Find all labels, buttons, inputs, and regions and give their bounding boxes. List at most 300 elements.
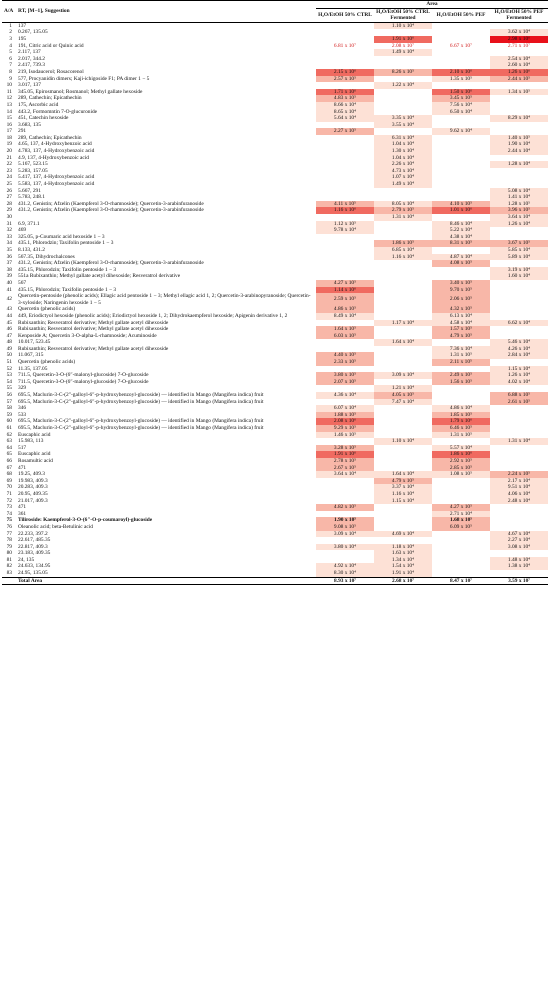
col-header: H₂O/EtOH 50% CTRL [316,8,374,22]
row-value [432,168,490,175]
row-compound [16,214,316,221]
row-compound: 711.5, Quercetin-3-O-(6″-malonyl-glucoside) 7-O-glucoside [18,372,149,379]
row-compound: 6.9, 371.1 [18,220,40,227]
row-value: 6.85 x 10⁴ [374,247,432,254]
row-value: 1.48 x 10⁴ [490,557,548,564]
row-value [490,425,548,432]
row-compound: 219, Isodaucerol; Rosacorenol [18,68,84,75]
row-value [316,478,374,485]
row-value: 6.09 x 10⁵ [432,524,490,531]
row-value [374,313,432,320]
row-value: 1.71 x 10⁶ [316,89,374,96]
row-value: 7.36 x 10⁴ [432,346,490,353]
row-value: 2.06 x 10⁵ [432,293,490,306]
table-row [2,69,548,76]
row-value [374,260,432,267]
row-value [316,267,374,274]
table-row [2,155,548,162]
table-row [2,43,548,50]
row-value: 6.81 x 10⁷ [333,42,357,49]
header-row-area [2,1,548,9]
row-compound: 22.617, 485.35 [18,537,51,544]
table-row [2,49,548,56]
row-value [432,544,490,551]
row-value [432,366,490,373]
row-value: 2.67 x 10⁵ [316,465,374,472]
table-row [2,148,548,155]
row-value [374,511,432,518]
row-index: 64 [6,444,12,451]
row-value [432,491,490,498]
row-compound: 431.2, Genistin; Afzelin (Kaempferol 3-O-rhamnoside); Quercetin-3-arabinfuranoside [18,260,204,267]
row-value [374,445,432,452]
table-row [2,168,548,175]
row-value: 1.60 x 10⁴ [490,273,548,280]
row-compound: 8.133, 431.2 [18,246,45,253]
row-compound: 19.983, 409.3 [18,477,48,484]
total-row [2,577,548,585]
row-index: 59 [6,411,12,418]
table-row [2,352,548,359]
row-value [316,82,374,89]
row-compound: Kenposide A; Quercetin 3-O-alpha-L-rhamnoside; Acuminoside [18,332,157,339]
row-value: 1.15 x 10⁴ [490,366,548,373]
row-index: 50 [6,352,12,359]
row-value [316,346,374,353]
table-row [2,260,548,267]
row-index: 18 [6,134,12,141]
row-value: 6.46 x 10⁵ [432,425,490,432]
table-row [2,445,548,452]
row-value: 4.26 x 10⁴ [490,346,548,353]
row-value [490,95,548,102]
row-index: 1 [9,22,12,29]
row-value: 2.48 x 10⁴ [490,498,548,505]
row-value: 1.54 x 10⁴ [374,563,432,570]
row-value: 2.08 x 10⁷ [391,42,415,49]
table-row [2,333,548,340]
row-value: 3.64 x 10⁴ [490,214,548,221]
row-value [374,366,432,373]
row-index: 12 [6,95,12,102]
row-value: 1.35 x 10⁵ [432,76,490,83]
row-index: 80 [6,550,12,557]
row-value [316,135,374,142]
row-compound: Rubixanthin; Resveratrol derivative; Methyl gallate acetyl dihexoside [18,319,169,326]
row-value: 1.28 x 10⁵ [490,201,548,208]
row-compound: 24, 135 [18,556,35,563]
row-index: 37 [6,260,12,267]
row-value: 2.24 x 10⁵ [490,471,548,478]
row-compound: 137 [18,22,27,29]
row-value [490,445,548,452]
row-value [432,570,490,577]
row-value [316,399,374,406]
row-value [432,148,490,155]
row-compound: 435.15, Phlorodzin; Taxifolin pentoside 1 − 3 [18,266,117,273]
row-index: 74 [6,510,12,517]
row-value [316,122,374,129]
row-index: 52 [6,365,12,372]
row-value: 2.60 x 10⁴ [490,62,548,69]
row-value [432,438,490,445]
row-value: 2.61 x 10⁵ [490,399,548,406]
table-row [2,56,548,63]
table-row [2,451,548,458]
row-value [316,155,374,162]
row-value: 2.59 x 10⁵ [316,293,374,306]
row-value [374,537,432,544]
row-index: 15 [6,115,12,122]
row-compound: 11.067, 315 [18,352,44,359]
row-compound: 431.2, Genistin; Afzelin (Kaempferol 3-O-rhamnoside); Quercetin-3-arabinfuranoside [18,200,204,207]
row-compound: 291 [18,128,27,135]
row-value [316,247,374,254]
row-compound: 329 [18,385,27,392]
row-value: 5.46 x 10⁴ [490,339,548,346]
row-value [432,498,490,505]
table-row [2,194,548,201]
table-row [2,537,548,544]
table-row [2,392,548,399]
row-value [490,313,548,320]
row-value: 1.64 x 10⁴ [374,471,432,478]
row-compound: 517 [18,444,27,451]
row-value: 4.32 x 10⁵ [432,306,490,313]
row-value: 1.63 x 10⁴ [374,550,432,557]
table-row [2,484,548,491]
row-value [316,498,374,505]
row-index: 53 [6,372,12,379]
row-value: 2.44 x 10⁵ [490,76,548,83]
row-value [490,306,548,313]
table-row [2,544,548,551]
row-compound: 2.117, 137 [18,49,41,56]
row-value [316,339,374,346]
row-index: 68 [6,471,12,478]
row-compound: 195 [18,35,27,42]
row-index: 25 [6,181,12,188]
row-value [374,346,432,353]
row-index: 31 [6,220,12,227]
row-compound: 435.1, Phlorodzin; Taxifolin pentoside 1 − 3 [18,240,114,247]
row-value: 1.91 x 10⁶ [316,451,374,458]
row-value: 9.29 x 10⁵ [316,425,374,432]
table-row [2,188,548,195]
row-compound: 15.983, 113 [18,438,44,445]
row-compound: 289, Cathechin; Epicathechin [18,95,82,102]
row-value [316,174,374,181]
row-value [490,333,548,340]
table-row [2,36,548,43]
row-index: 82 [6,563,12,570]
row-value: 3.80 x 10⁵ [316,372,374,379]
row-compound: 11.35, 137.05 [18,365,48,372]
row-compound: 695.5, Maclurin-3-C-(2″-galloyl-6″-p-hydroxybenzoyl-glucoside) — identified in Mango (Mangifera indica) fruit [18,418,264,425]
row-compound: 5.283, 157.05 [18,167,48,174]
row-compound: 695.5, Maclurin-3-C-(2″-galloyl-6″-p-hydroxybenzoyl-glucoside) — identified in Mango (Mangifera indica) fruit [18,398,264,405]
row-value: 1.28 x 10⁴ [490,161,548,168]
row-value: 1.17 x 10⁴ [374,320,432,327]
row-value: 4.02 x 10⁴ [490,379,548,386]
row-compound: Euscaphic acid [18,451,51,458]
row-index: 67 [6,464,12,471]
row-value [374,95,432,102]
row-value [432,161,490,168]
row-value [490,168,548,175]
row-index: 60 [6,418,12,425]
row-compound: 5.167, 523.15 [18,161,48,168]
row-value [490,465,548,472]
row-compound: 5.667, 291 [18,187,41,194]
row-index: 35 [6,246,12,253]
table-row [2,405,548,412]
table-row [2,115,548,122]
row-value: 1.88 x 10⁵ [316,412,374,419]
row-value [432,174,490,181]
row-compound: 711.5, Quercetin-3-O-(6″-malonyl-glucoside) 7-O-glucoside [18,378,149,385]
row-value [490,418,548,425]
table-row [2,306,548,313]
row-index: 76 [6,523,12,530]
row-compound: 533 [18,411,27,418]
row-value: 1.49 x 10⁴ [374,49,432,56]
table-row [2,207,548,214]
table-row [2,563,548,570]
row-value: 2.17 x 10⁴ [490,478,548,485]
table-row [2,141,548,148]
row-value [432,399,490,406]
row-value [432,22,490,29]
row-value: 7.47 x 10⁴ [374,399,432,406]
row-value: 1.50 x 10⁶ [432,89,490,96]
row-value [374,267,432,274]
row-compound: 361 [18,510,27,517]
row-value [490,405,548,412]
row-value: 5.89 x 10⁴ [490,254,548,261]
row-value [374,425,432,432]
row-value [432,29,490,36]
row-value [490,326,548,333]
row-value [432,531,490,538]
row-value [374,56,432,63]
row-value [432,392,490,399]
row-value: 1.01 x 10⁶ [432,207,490,214]
row-value: 4.83 x 10⁵ [316,95,374,102]
row-index: 71 [6,490,12,497]
row-value: 1.08 x 10⁵ [432,471,490,478]
table-row [2,109,548,116]
row-value: 2.54 x 10⁴ [490,56,548,63]
row-index: 69 [6,477,12,484]
row-index: 8 [9,68,12,75]
row-value: 1.40 x 10⁵ [490,135,548,142]
row-value [432,339,490,346]
row-index: 78 [6,537,12,544]
row-value [432,181,490,188]
row-index: 28 [6,200,12,207]
row-value: 4.08 x 10⁵ [432,260,490,267]
row-value [432,122,490,129]
row-index: 42 [6,296,12,303]
row-value: 1.31 x 10⁵ [432,352,490,359]
row-value: 3.09 x 10⁴ [374,372,432,379]
row-value: 3.40 x 10⁵ [432,280,490,287]
total-value: 8.47 x 10⁷ [432,577,490,585]
row-value [432,155,490,162]
row-value: 3.96 x 10⁵ [490,207,548,214]
table-row [2,247,548,254]
row-value: 6.88 x 10⁵ [490,392,548,399]
row-value [374,280,432,287]
row-value: 1.26 x 10⁶ [490,69,548,76]
table-row [2,161,548,168]
row-value: 5.22 x 10⁴ [432,227,490,234]
row-value: 2.15 x 10⁶ [316,69,374,76]
row-index: 29 [6,207,12,214]
row-index: 75 [6,517,12,524]
row-compound: 577, Procyanidin dimers; Kaji-ichigoside F1; PA dimer 1 − 5 [18,75,150,82]
row-value: 8.26 x 10⁵ [374,69,432,76]
row-index: 39 [6,273,12,280]
table-row [2,570,548,577]
row-index: 34 [6,240,12,247]
row-index: 3 [9,35,12,42]
row-value: 1.14 x 10⁶ [316,287,374,294]
row-value: 9.62 x 10⁴ [432,128,490,135]
row-compound: 22.817, 409.3 [18,543,48,550]
row-value: 1.64 x 10⁵ [316,326,374,333]
row-value: 4.10 x 10⁵ [432,201,490,208]
row-compound: Rosamultic acid [18,457,53,464]
row-value: 7.56 x 10⁴ [432,102,490,109]
row-value [432,194,490,201]
row-compound: Oleanolic acid; beta-Betulinic acid [18,523,93,530]
row-value [374,451,432,458]
table-row [2,517,548,524]
table-row [2,372,548,379]
row-compound: 22.233, 397.2 [18,530,48,537]
row-value [316,62,374,69]
row-value: 1.38 x 10⁴ [490,563,548,570]
table-row [2,62,548,69]
row-value: 1.16 x 10⁶ [316,207,374,214]
row-value [374,432,432,439]
row-value [374,359,432,366]
row-value [490,293,548,306]
row-value: 1.10 x 10⁴ [374,22,432,29]
table-row [2,102,548,109]
row-value [374,62,432,69]
row-value: 8.65 x 10⁴ [316,109,374,116]
row-value [374,76,432,83]
row-value: 3.35 x 10⁴ [374,115,432,122]
table-row [2,531,548,538]
table-row [2,280,548,287]
row-index: 33 [6,233,12,240]
table-row [2,359,548,366]
table-row [2,240,548,247]
row-value [374,333,432,340]
row-value: 2.71 x 10⁴ [432,511,490,518]
row-compound: 469 [18,227,27,234]
row-index: 19 [6,141,12,148]
row-value: 2.27 x 10⁵ [316,128,374,135]
row-value: 1.34 x 10⁴ [374,557,432,564]
col-rt-header: RT, [M−1], Suggestion [16,1,316,23]
row-value [432,36,490,43]
row-value: 6.07 x 10⁴ [316,405,374,412]
row-value: 1.30 x 10⁴ [374,148,432,155]
row-value: 3.62 x 10⁴ [490,29,548,36]
row-value [432,141,490,148]
row-value: 4.82 x 10⁵ [316,504,374,511]
row-value: 2.85 x 10⁵ [432,465,490,472]
row-value: 8.29 x 10⁴ [490,115,548,122]
row-compound: 471 [18,504,27,511]
row-index: 46 [6,326,12,333]
row-index: 62 [6,431,12,438]
row-value: 5.08 x 10⁴ [490,188,548,195]
row-compound: Quercetin (phenolic acids) [18,359,76,366]
row-value: 6.31 x 10⁴ [374,135,432,142]
row-compound: Tiliroside: Kaempferol-3-O-(6″-O-p-coumaroyl)-glucoside [18,517,153,524]
row-compound: 289, Cathechin; Epicathechin [18,134,82,141]
row-value: 1.57 x 10⁵ [432,326,490,333]
row-value [490,287,548,294]
row-value [316,320,374,327]
row-value [490,102,548,109]
row-value [374,89,432,96]
row-value [374,273,432,280]
row-value: 1.86 x 10⁶ [432,451,490,458]
row-index: 26 [6,187,12,194]
table-row [2,273,548,280]
row-value: 4.27 x 10⁵ [316,280,374,287]
row-value [316,491,374,498]
row-value: 4.67 x 10⁴ [490,531,548,538]
row-value: 1.64 x 10⁴ [374,339,432,346]
row-index: 23 [6,167,12,174]
table-row [2,181,548,188]
row-value [490,517,548,524]
row-compound: 431.2, Genistin; Afzelin (Kaempferol 3-O-rhamnoside); Quercetin-3-arabinfuranoside [18,207,204,214]
table-row [2,339,548,346]
row-value: 4.79 x 10⁵ [432,333,490,340]
row-value [316,194,374,201]
row-index: 40 [6,279,12,286]
row-value [490,227,548,234]
row-value: 2.07 x 10⁵ [316,379,374,386]
row-value: 6.62 x 10⁴ [490,320,548,327]
row-value: 1.41 x 10⁴ [490,194,548,201]
row-value: 1.12 x 10⁵ [316,221,374,228]
table-row [2,379,548,386]
row-value [490,174,548,181]
table-row [2,399,548,406]
row-value [490,385,548,392]
row-compound: 551a Rubixanthin; Methyl gallate acetyl dihexoside; Resveratrol derivative [18,273,181,280]
row-value: 1.04 x 10⁴ [374,155,432,162]
row-value [432,56,490,63]
row-value [374,29,432,36]
row-value: 1.46 x 10⁵ [316,432,374,439]
table-row [2,82,548,89]
row-compound: 2.417, 739.3 [18,62,45,69]
row-value: 3.45 x 10⁵ [432,95,490,102]
row-value: 8.49 x 10⁴ [316,313,374,320]
row-compound: 5.417, 137, 4-Hydroxybenzoic acid [18,174,95,181]
